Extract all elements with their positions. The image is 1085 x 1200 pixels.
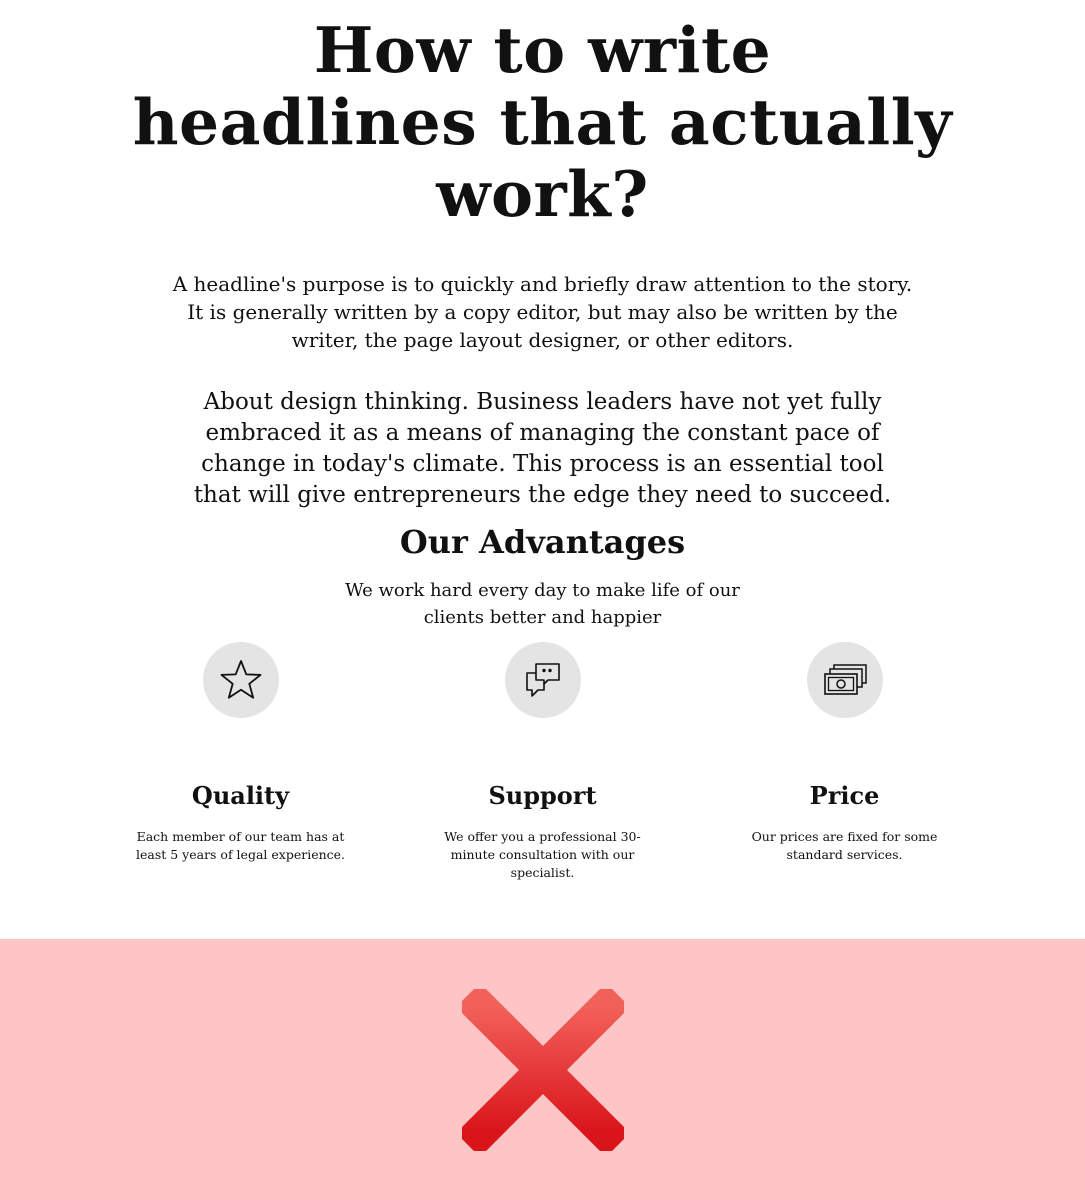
star-icon bbox=[203, 642, 279, 718]
hero-section bbox=[0, 14, 1085, 631]
advantage-title: Support bbox=[488, 781, 597, 810]
advantage-quality bbox=[90, 642, 391, 882]
error-x-icon bbox=[462, 989, 624, 1151]
intro-paragraph: A headline's purpose is to quickly and briefly draw attention to the story. It is generally written by a copy editor, but may also be written by the writer, the page layout designer, or other editors. bbox=[172, 272, 913, 352]
money-icon bbox=[807, 642, 883, 718]
advantage-text: We offer you a professional 30-minute consultation with our specialist. bbox=[444, 829, 641, 880]
advantages-list bbox=[90, 642, 995, 882]
advantage-price bbox=[694, 642, 995, 882]
error-banner bbox=[0, 939, 1085, 1200]
chat-icon bbox=[505, 642, 581, 718]
advantage-support bbox=[392, 642, 693, 882]
about-paragraph: About design thinking. Business leaders have not yet fully embraced it as a means of managing the constant pace of change in today's climate. This process is an essential tool that will give entrepreneurs the edge they need to succeed. bbox=[193, 389, 892, 508]
advantages-title: Our Advantages bbox=[399, 523, 686, 561]
advantage-text: Our prices are fixed for some standard services. bbox=[751, 829, 938, 862]
advantage-title: Quality bbox=[191, 781, 290, 810]
advantages-subtitle: We work hard every day to make life of our clients better and happier bbox=[345, 580, 740, 628]
advantage-text: Each member of our team has at least 5 years of legal experience. bbox=[135, 829, 346, 862]
advantage-title: Price bbox=[809, 781, 880, 810]
page-title: How to write headlines that actually work? bbox=[132, 13, 953, 231]
